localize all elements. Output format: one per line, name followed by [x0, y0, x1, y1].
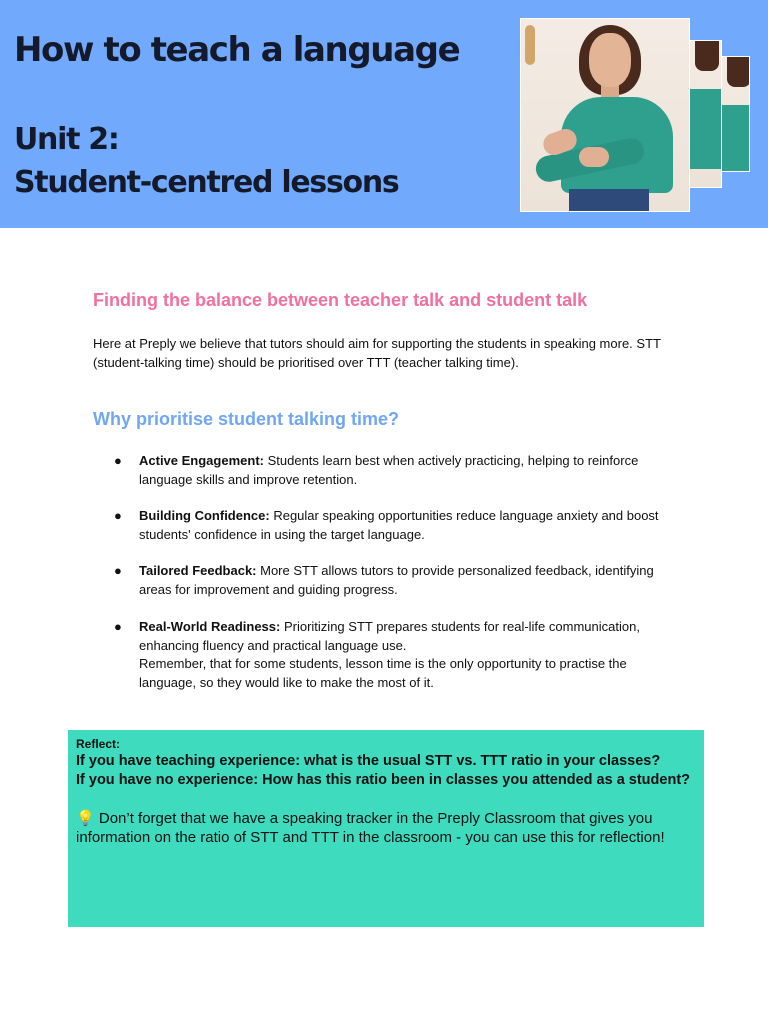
reflect-tip-text: Don’t forget that we have a speaking tracker in the Preply Classroom that gives you information on the ratio of STT and TTT in the classroom - you can use this for reflection! — [76, 810, 665, 846]
page-title: How to teach a language — [14, 30, 460, 70]
list-item-title: Tailored Feedback: — [139, 563, 257, 578]
reflect-label: Reflect: — [76, 737, 121, 751]
page-header — [0, 0, 768, 228]
reflect-question-experienced: If you have teaching experience: what is the usual STT vs. TTT ratio in your classes? — [76, 753, 661, 769]
unit-title — [14, 118, 398, 204]
tutor-photo-stack — [520, 18, 752, 212]
list-item — [114, 618, 679, 693]
section-subheading: Why prioritise student talking time? — [93, 409, 400, 429]
reflect-tip — [76, 809, 696, 847]
intro-paragraph: Here at Preply we believe that tutors should aim for supporting the students in speaking more. STT (student-talking time) should be prioritised over TTT (teacher talking time). — [93, 336, 661, 370]
section-heading: Finding the balance between teacher talk and student talk — [93, 290, 588, 310]
list-item-text: Students learn best when actively practicing, helping to reinforce language skills and improve retention. — [139, 453, 639, 487]
list-item — [114, 452, 679, 489]
list-item-text: More STT allows tutors to provide personalized feedback, identifying areas for improvement and guiding progress. — [139, 563, 654, 597]
list-item — [114, 507, 679, 544]
reflect-callout — [68, 730, 704, 927]
tutor-photo-back — [720, 56, 750, 172]
bullet-icon: ● — [114, 563, 122, 578]
list-item — [114, 562, 679, 599]
list-item-text: Regular speaking opportunities reduce language anxiety and boost students' confidence in using the target language. — [139, 508, 659, 542]
lightbulb-icon: 💡 — [76, 810, 95, 827]
list-item-title: Active Engagement: — [139, 453, 264, 468]
tutor-photo-middle — [688, 40, 722, 188]
bullet-icon: ● — [114, 508, 122, 523]
list-item-text: Prioritizing STT prepares students for real-life communication, enhancing fluency and practical language use. — [139, 619, 640, 653]
bullet-icon: ● — [114, 619, 122, 634]
unit-name: Student-centred lessons — [14, 165, 399, 200]
tutor-photo — [520, 18, 690, 212]
list-item-title: Real-World Readiness: — [139, 619, 281, 634]
bullet-icon: ● — [114, 453, 122, 468]
list-item-note: Remember, that for some students, lesson time is the only opportunity to practise the language, so they would like to make the most of it. — [139, 656, 627, 691]
list-item-title: Building Confidence: — [139, 508, 270, 523]
unit-number: Unit 2: — [14, 122, 119, 157]
reflect-question-new: If you have no experience: How has this ratio been in classes you attended as a student? — [76, 772, 690, 788]
